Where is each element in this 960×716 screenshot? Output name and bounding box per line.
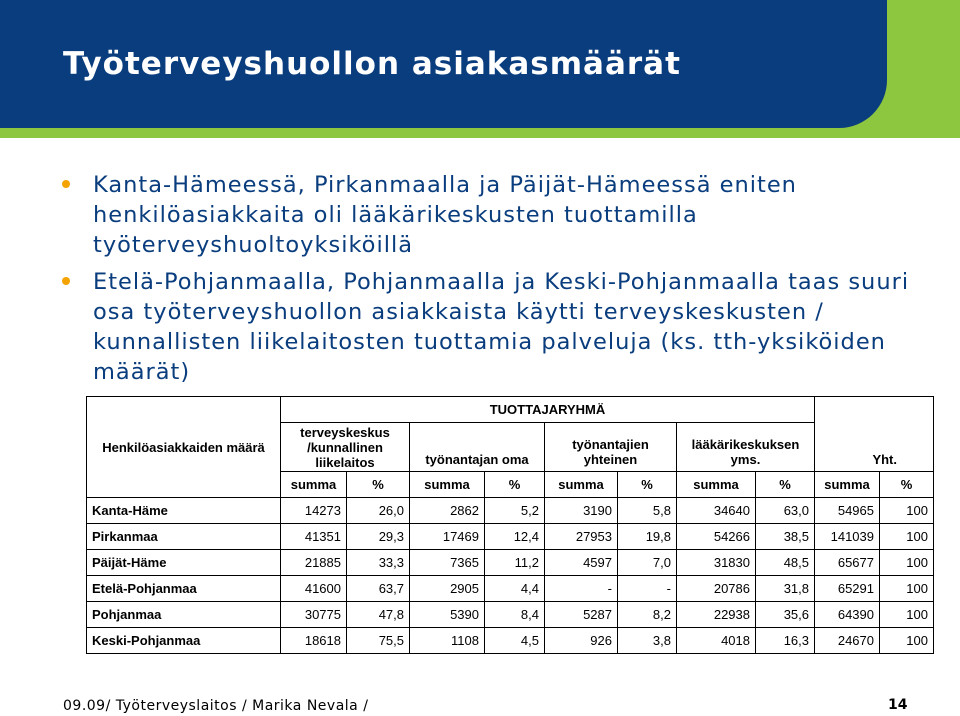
cell-percent: 47,8: [347, 602, 410, 628]
table-row: [87, 602, 934, 628]
cell-summa: 21885: [281, 550, 347, 576]
row-region-name: Etelä-Pohjanmaa: [87, 576, 281, 602]
row-header-label: Henkilöasiakkaiden määrä: [87, 397, 281, 498]
cell-percent: 100: [880, 602, 934, 628]
subheader-summa: summa: [815, 472, 880, 498]
cell-percent: 19,8: [618, 524, 677, 550]
row-region-name: Pirkanmaa: [87, 524, 281, 550]
cell-percent: 12,4: [485, 524, 545, 550]
cell-summa: 24670: [815, 628, 880, 654]
table-row: [87, 576, 934, 602]
column-header: Yht.: [815, 423, 934, 472]
cell-summa: 2905: [410, 576, 485, 602]
cell-percent: 100: [880, 550, 934, 576]
cell-percent: 48,5: [756, 550, 815, 576]
bullet-dot-icon: [62, 277, 70, 285]
column-header: terveyskeskus /kunnallinen liikelaitos: [281, 423, 410, 472]
subheader-percent: %: [880, 472, 934, 498]
cell-percent: 75,5: [347, 628, 410, 654]
cell-summa: 54965: [815, 498, 880, 524]
cell-percent: 8,2: [618, 602, 677, 628]
row-region-name: Pohjanmaa: [87, 602, 281, 628]
cell-percent: 33,3: [347, 550, 410, 576]
cell-percent: 29,3: [347, 524, 410, 550]
bullet-item: [60, 170, 920, 260]
table-row: [87, 550, 934, 576]
cell-summa: 7365: [410, 550, 485, 576]
table-row: [87, 498, 934, 524]
bullet-text: Kanta-Hämeessä, Pirkanmaalla ja Päijät-Hämeessä eniten henkilöasiakkaita oli lääkärikeskusten tuottamilla työterveyshuoltoyksiköillä: [93, 172, 797, 258]
subheader-percent: %: [756, 472, 815, 498]
cell-summa: 41351: [281, 524, 347, 550]
cell-percent: 63,0: [756, 498, 815, 524]
subheader-summa: summa: [281, 472, 347, 498]
cell-percent: 5,8: [618, 498, 677, 524]
cell-summa: -: [545, 576, 618, 602]
table-row: [87, 524, 934, 550]
column-header: työnantajien yhteinen: [545, 423, 677, 472]
cell-summa: 64390: [815, 602, 880, 628]
cell-summa: 3190: [545, 498, 618, 524]
row-region-name: Kanta-Häme: [87, 498, 281, 524]
cell-percent: 7,0: [618, 550, 677, 576]
cell-summa: 22938: [677, 602, 756, 628]
cell-summa: 141039: [815, 524, 880, 550]
bullet-list: [60, 170, 920, 394]
cell-summa: 27953: [545, 524, 618, 550]
page-number: 14: [888, 697, 908, 713]
slide-header: [0, 0, 960, 140]
cell-percent: 100: [880, 628, 934, 654]
cell-summa: 65677: [815, 550, 880, 576]
bullet-item: [60, 267, 920, 387]
subheader-percent: %: [485, 472, 545, 498]
cell-percent: 100: [880, 498, 934, 524]
cell-percent: 4,5: [485, 628, 545, 654]
cell-summa: 5287: [545, 602, 618, 628]
cell-summa: 34640: [677, 498, 756, 524]
cell-summa: 30775: [281, 602, 347, 628]
cell-percent: -: [618, 576, 677, 602]
subheader-summa: summa: [545, 472, 618, 498]
cell-summa: 926: [545, 628, 618, 654]
cell-percent: 26,0: [347, 498, 410, 524]
cell-summa: 31830: [677, 550, 756, 576]
cell-percent: 11,2: [485, 550, 545, 576]
cell-percent: 31,8: [756, 576, 815, 602]
slide-title: Työterveyshuollon asiakasmäärät: [63, 46, 681, 82]
group-header: TUOTTAJARYHMÄ: [281, 397, 815, 423]
cell-percent: 8,4: [485, 602, 545, 628]
cell-summa: 20786: [677, 576, 756, 602]
column-header: työnantajan oma: [410, 423, 545, 472]
row-region-name: Keski-Pohjanmaa: [87, 628, 281, 654]
subheader-percent: %: [618, 472, 677, 498]
cell-percent: 3,8: [618, 628, 677, 654]
cell-percent: 63,7: [347, 576, 410, 602]
table-group-header-row: [87, 397, 934, 423]
cell-percent: 16,3: [756, 628, 815, 654]
cell-percent: 100: [880, 524, 934, 550]
subheader-percent: %: [347, 472, 410, 498]
footer-text: 09.09/ Työterveyslaitos / Marika Nevala /: [63, 698, 369, 714]
row-region-name: Päijät-Häme: [87, 550, 281, 576]
table-row: [87, 628, 934, 654]
cell-summa: 14273: [281, 498, 347, 524]
cell-summa: 17469: [410, 524, 485, 550]
cell-summa: 2862: [410, 498, 485, 524]
cell-summa: 5390: [410, 602, 485, 628]
cell-summa: 65291: [815, 576, 880, 602]
bullet-dot-icon: [62, 180, 70, 188]
bullet-text: Etelä-Pohjanmaalla, Pohjanmaalla ja Keski-Pohjanmaalla taas suuri osa työterveyshuollon asiakkaista käytti terveyskeskusten / kunnallisten liikelaitosten tuottamia palveluja (ks. tth-yksiköiden määrät): [93, 269, 910, 385]
subheader-summa: summa: [677, 472, 756, 498]
cell-percent: 100: [880, 576, 934, 602]
cell-summa: 4597: [545, 550, 618, 576]
cell-summa: 4018: [677, 628, 756, 654]
group-header-spacer: [815, 397, 934, 423]
cell-summa: 41600: [281, 576, 347, 602]
cell-percent: 35,6: [756, 602, 815, 628]
table-body: [87, 498, 934, 654]
cell-summa: 54266: [677, 524, 756, 550]
cell-percent: 38,5: [756, 524, 815, 550]
cell-percent: 4,4: [485, 576, 545, 602]
subheader-summa: summa: [410, 472, 485, 498]
cell-percent: 5,2: [485, 498, 545, 524]
cell-summa: 18618: [281, 628, 347, 654]
cell-summa: 1108: [410, 628, 485, 654]
column-header: lääkärikeskuksen yms.: [677, 423, 815, 472]
customer-count-table: [86, 396, 934, 654]
